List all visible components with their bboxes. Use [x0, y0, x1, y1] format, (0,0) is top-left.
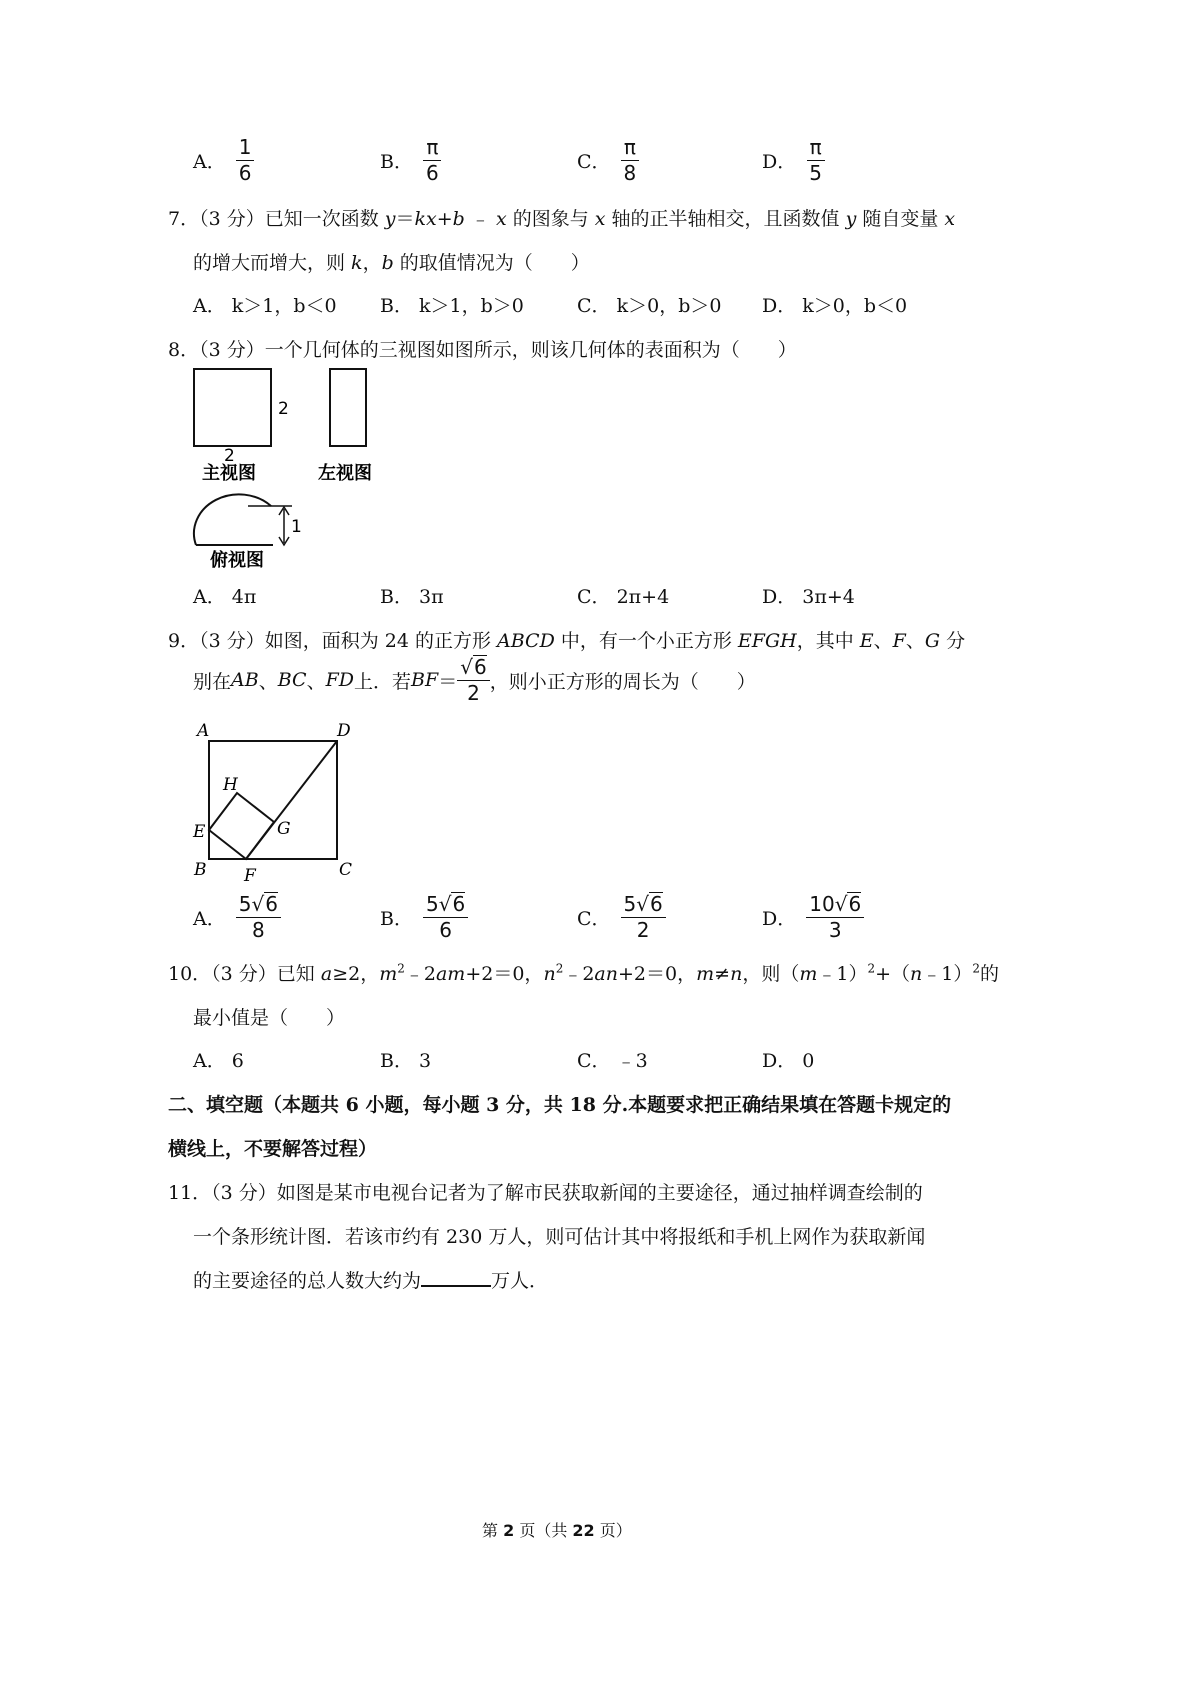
q8-option-c [577, 582, 669, 609]
text: ﹣1） [922, 963, 973, 985]
text: 、 [258, 670, 278, 693]
radicand: 6 [650, 892, 663, 916]
var: an [594, 963, 618, 985]
var: FD [325, 669, 355, 691]
option-text: 3π [419, 586, 444, 608]
section2-heading-line2: 横线上，不要解答过程） [168, 1138, 378, 1160]
fraction [806, 892, 864, 942]
front-view-square [194, 369, 271, 446]
var: kx [414, 208, 437, 230]
numerator: π [423, 136, 441, 161]
square-efgh [209, 793, 274, 859]
text: 7．（3 分）已知一次函数 [168, 208, 385, 230]
coefficient: 10 [809, 892, 835, 916]
text: 页（共 [514, 1521, 573, 1540]
var: AB [231, 669, 259, 691]
exponent: 2 [397, 961, 405, 976]
radicand: 6 [848, 892, 862, 916]
var: x [495, 208, 507, 230]
denominator: 8 [623, 161, 637, 185]
var: b [381, 252, 394, 274]
q6-option-a [193, 136, 254, 185]
label-g: G [277, 819, 291, 839]
left-view-caption: 左视图 [318, 463, 372, 484]
label-d: D [337, 721, 351, 741]
option-label: B． [380, 1050, 413, 1072]
text: + [436, 208, 453, 230]
q7-option-c [577, 291, 721, 318]
var: BC [277, 669, 307, 691]
text: 的主要途径的总人数大约为 [193, 1270, 422, 1292]
text: ，其中 [796, 630, 860, 652]
var: m [696, 963, 715, 985]
var: m [379, 963, 398, 985]
option-label: B． [380, 907, 413, 930]
option-label: D． [762, 1050, 797, 1072]
option-label: A． [193, 586, 226, 608]
text: +（ [875, 963, 911, 985]
radicand: 6 [265, 892, 278, 916]
text: ﹣ [464, 208, 496, 230]
left-view-rect [330, 369, 366, 446]
text: ﹣2 [404, 963, 436, 985]
text: 的图象与 [506, 208, 595, 230]
fraction [423, 892, 468, 942]
text: 分 [940, 630, 966, 652]
text: ， [362, 252, 382, 274]
denominator: 8 [251, 918, 265, 942]
q9-option-d [762, 892, 864, 942]
text: 10．（3 分）已知 [168, 963, 321, 985]
fraction [806, 136, 825, 185]
fraction [236, 892, 281, 942]
q11-stem-line2: 一个条形统计图．若该市约有 230 万人，则可估计其中将报纸和手机上网作为获取新闻 [193, 1226, 926, 1248]
q8-option-a [193, 582, 256, 609]
exponent: 2 [972, 961, 980, 976]
fraction [621, 892, 666, 942]
text: 别在 [193, 670, 232, 693]
page-footer [482, 1518, 632, 1541]
text: +2＝0， [465, 963, 544, 985]
label-h: H [223, 775, 238, 795]
coefficient: 5 [623, 892, 637, 916]
numerator: 1 [236, 136, 255, 161]
radicand: 6 [473, 655, 487, 679]
var: BF [411, 669, 439, 691]
text: 的增大而增大，则 [193, 252, 352, 274]
var: a [320, 963, 333, 985]
text: 的取值情况为（ ） [393, 252, 590, 274]
denominator: 6 [238, 161, 252, 185]
top-view-arc [194, 494, 271, 545]
option-text: k＞0，b＞0 [616, 295, 722, 317]
option-label: C． [577, 1050, 611, 1072]
q9-stem-line1 [168, 626, 965, 653]
option-text: 3π+4 [802, 586, 855, 608]
fraction [621, 136, 640, 185]
q7-option-a [193, 291, 337, 318]
option-label: C． [577, 586, 611, 608]
option-text: 3 [419, 1050, 432, 1072]
numerator: π [621, 136, 639, 161]
option-text: 0 [802, 1050, 815, 1072]
var: m [799, 963, 818, 985]
option-label: C． [577, 907, 611, 930]
coefficient: 5 [425, 892, 439, 916]
option-text: 4π [231, 586, 257, 608]
option-label: C． [577, 151, 611, 173]
coefficient: 5 [238, 892, 252, 916]
text: ≠ [714, 963, 731, 985]
exponent: 2 [555, 961, 564, 976]
page-number: 2 [503, 1521, 515, 1540]
numerator: 5√6 [621, 892, 666, 918]
label-a: A [197, 721, 210, 741]
top-view-caption: 俯视图 [210, 550, 264, 571]
q10-option-b [380, 1046, 431, 1073]
var: n [730, 963, 743, 985]
text: 上．若 [354, 670, 412, 693]
denominator: 2 [636, 918, 650, 942]
q8-three-view-figure [188, 362, 398, 574]
q6-option-b [380, 136, 442, 185]
text: 随自变量 [856, 208, 945, 230]
var: k [351, 252, 363, 274]
q6-option-c [577, 136, 639, 185]
numerator: 5√6 [236, 892, 281, 918]
var: x [594, 208, 606, 230]
var: y [845, 208, 857, 230]
front-view-caption: 主视图 [202, 463, 256, 484]
q7-option-d [762, 291, 907, 318]
option-label: D． [762, 295, 797, 317]
option-label: A． [193, 907, 226, 930]
option-text: 6 [231, 1050, 244, 1072]
option-label: A． [193, 1050, 226, 1072]
section2-heading-line1: 二、填空题（本题共 6 小题，每小题 3 分，共 18 分.本题要求把正确结果填在答题卡规定的 [168, 1094, 952, 1116]
q6-option-d [762, 136, 825, 185]
option-text: k＞1，b＜0 [231, 295, 337, 317]
option-text: k＞1，b＞0 [419, 295, 524, 317]
q10-stem-line1 [168, 959, 999, 986]
numerator: π [807, 136, 825, 161]
bf-fraction [457, 655, 489, 705]
option-label: D． [762, 151, 797, 173]
option-label: A． [193, 295, 226, 317]
var: x [944, 208, 956, 230]
q10-option-c [577, 1046, 648, 1073]
q9-stem-line2 [193, 655, 756, 705]
var: b [452, 208, 465, 230]
option-label: D． [762, 907, 797, 930]
total-pages: 22 [572, 1521, 595, 1540]
text: ＝ [395, 208, 415, 230]
option-text: ﹣3 [616, 1050, 648, 1072]
square-abcd [209, 741, 337, 859]
front-bottom-label: 2 [224, 446, 235, 466]
option-label: C． [577, 295, 611, 317]
text: 中，有一个小正方形 [554, 630, 738, 652]
text: 第 [482, 1521, 504, 1540]
text: 、 [306, 670, 326, 693]
answer-blank[interactable] [421, 1267, 491, 1287]
text: 万人． [491, 1270, 549, 1292]
q11-stem-line3 [193, 1266, 548, 1293]
option-label: B． [380, 295, 413, 317]
denominator: 3 [828, 918, 842, 942]
q8-option-d [762, 582, 855, 609]
label-e: E [193, 822, 206, 842]
text: ﹣2 [563, 963, 595, 985]
text: ﹣1） [817, 963, 868, 985]
numerator: 10√6 [806, 892, 864, 918]
denominator: 2 [467, 681, 480, 705]
text: ＝ [438, 670, 458, 693]
fraction [236, 136, 255, 185]
denominator: 5 [809, 161, 822, 185]
q11-stem-line1: 11．（3 分）如图是某市电视台记者为了解市民获取新闻的主要途径，通过抽样调查绘制的 [168, 1182, 923, 1204]
label-b: B [194, 860, 207, 880]
q7-option-b [380, 291, 524, 318]
fraction [423, 136, 442, 185]
text: 9．（3 分）如图，面积为 24 的正方形 [168, 630, 498, 652]
q9-option-b [380, 892, 468, 942]
text: ≥2， [332, 963, 380, 985]
label-c: C [339, 860, 353, 880]
q7-stem-line1 [168, 204, 955, 231]
q10-option-d [762, 1046, 814, 1073]
text: +2＝0， [618, 963, 697, 985]
option-label: D． [762, 586, 797, 608]
text: ，则（ [742, 963, 800, 985]
var: n [543, 963, 556, 985]
var: G [924, 630, 941, 652]
top-height-label: 1 [291, 517, 302, 537]
option-label: B． [380, 586, 413, 608]
numerator: 5√6 [423, 892, 468, 918]
q10-stem-line2: 最小值是（ ） [193, 1007, 346, 1029]
option-label: B． [380, 151, 413, 173]
q9-option-a [193, 892, 281, 942]
var: EFGH [737, 630, 797, 652]
text: 的 [980, 963, 1000, 985]
q8-option-b [380, 582, 444, 609]
denominator: 6 [425, 161, 439, 185]
option-text: 2π+4 [616, 586, 670, 608]
var: y [384, 208, 396, 230]
q7-stem-line2 [193, 248, 590, 275]
text: 轴的正半轴相交，且函数值 [605, 208, 846, 230]
label-f: F [244, 866, 256, 886]
denominator: 6 [439, 918, 452, 942]
var: ABCD [497, 630, 555, 652]
var: am [435, 963, 466, 985]
option-label: A． [193, 151, 226, 173]
front-side-label: 2 [278, 399, 289, 419]
var: F [892, 630, 906, 652]
numerator: √6 [457, 655, 489, 681]
text: 、 [905, 630, 925, 652]
q8-stem: 8．（3 分）一个几何体的三视图如图所示，则该几何体的表面积为（ ） [168, 339, 797, 361]
exponent: 2 [867, 961, 876, 976]
text: ，则小正方形的周长为（ ） [489, 670, 756, 693]
q10-option-a [193, 1046, 244, 1073]
radicand: 6 [452, 892, 466, 916]
text: 页） [594, 1521, 632, 1540]
q9-square-figure [188, 718, 363, 886]
option-text: k＞0，b＜0 [802, 295, 908, 317]
text: 、 [873, 630, 893, 652]
var: n [910, 963, 923, 985]
var: E [859, 630, 874, 652]
q9-option-c [577, 892, 666, 942]
